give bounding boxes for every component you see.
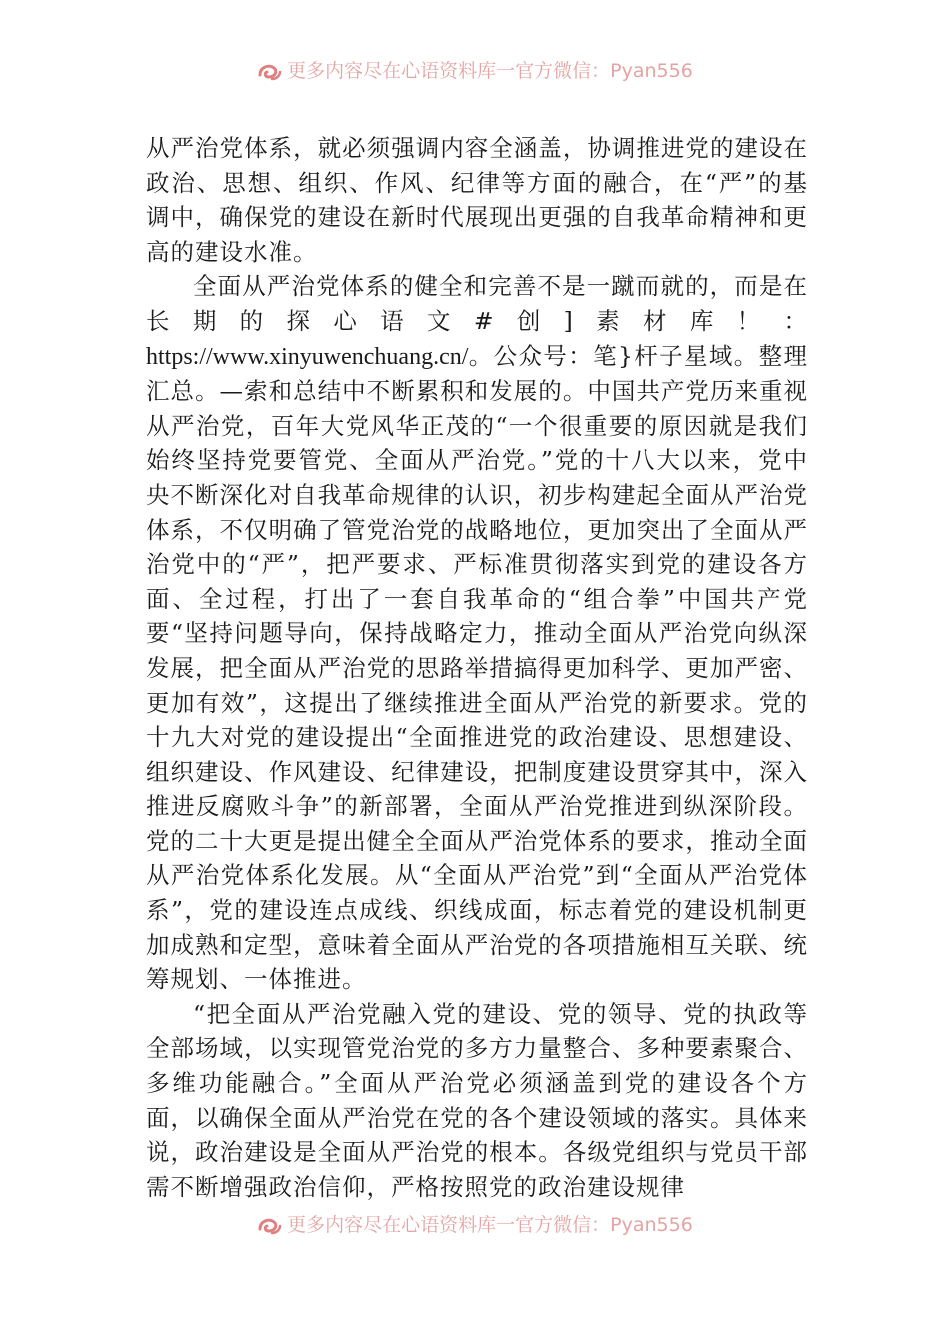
- paragraph-3: “把全面从严治党融入党的建设、党的领导、党的执政等全部场域，以实现管党治党的多方力量整合、多种要素聚合、多维功能融合。”全面从严治党必须涵盖到党的建设各个方面，以确保全面从严治党在党的各个建设领域的落实。具体来说，政治建设是全面从严治党的根本。各级党组织与党员干部需不断增强政治信仰，严格按照党的政治建设规律: [146, 999, 808, 1201]
- document-body: [146, 131, 808, 1204]
- footer-watermark: [0, 1210, 950, 1240]
- paragraph-2-part-b: 。公众号：笔}杆子星域。整理汇总。—索和总结中不断累积和发展的。中国共产党历来重视从严治党，百年大党风华正茂的“一个很重要的原因就是我们始终坚持党要管党、全面从严治党。”党的十八大以来，党中央不断深化对自我革命规律的认识，初步构建起全面从严治党体系，不仅明确了管党治党的战略地位，更加突出了全面从严治党中的“严”，把严要求、严标准贯彻落实到党的建设各方面、全过程，打出了一套自我革命的“组合拳”中国共产党要“坚持问题导向，保持战略定力，推动全面从严治党向纵深发展，把全面从严治党的思路举措搞得更加科学、更加严密、更加有效”，这提出了继续推进全面从严治党的新要求。党的十九大对党的建设提出“全面推进党的政治建设、思想建设、组织建设、作风建设、纪律建设，把制度建设贯穿其中，深入推进反腐败斗争”的新部署，全面从严治党推进到纵深阶段。党的二十大更是提出健全全面从严治党体系的要求，推动全面从严治党体系化发展。从“全面从严治党”到“全面从严治党体系”，党的建设连点成线、织线成面，标志着党的建设机制更加成熟和定型，意味着全面从严治党的各项措施相互关联、统筹规划、一体推进。: [146, 341, 808, 994]
- header-watermark-text: 更多内容尽在心语资料库一官方微信：Pyan556: [287, 60, 693, 82]
- logo-icon: [257, 1215, 283, 1237]
- paragraph-2-part-a: 全面从严治党体系的健全和完善不是一蹴而就的，而是在长期的探心语文#创]素材库！：: [146, 272, 808, 335]
- source-url: https://www.xinyuwenchuang.cn/: [146, 343, 469, 370]
- header-watermark: [0, 56, 950, 86]
- paragraph-2: [146, 269, 808, 996]
- logo-icon: [257, 61, 283, 83]
- footer-watermark-text: 更多内容尽在心语资料库一官方微信：Pyan556: [287, 1214, 693, 1236]
- paragraph-1: 从严治党体系，就必须强调内容全涵盖，协调推进党的建设在政治、思想、组织、作风、纪律等方面的融合，在“严”的基调中，确保党的建设在新时代展现出更强的自我革命精神和更高的建设水准。: [146, 134, 808, 266]
